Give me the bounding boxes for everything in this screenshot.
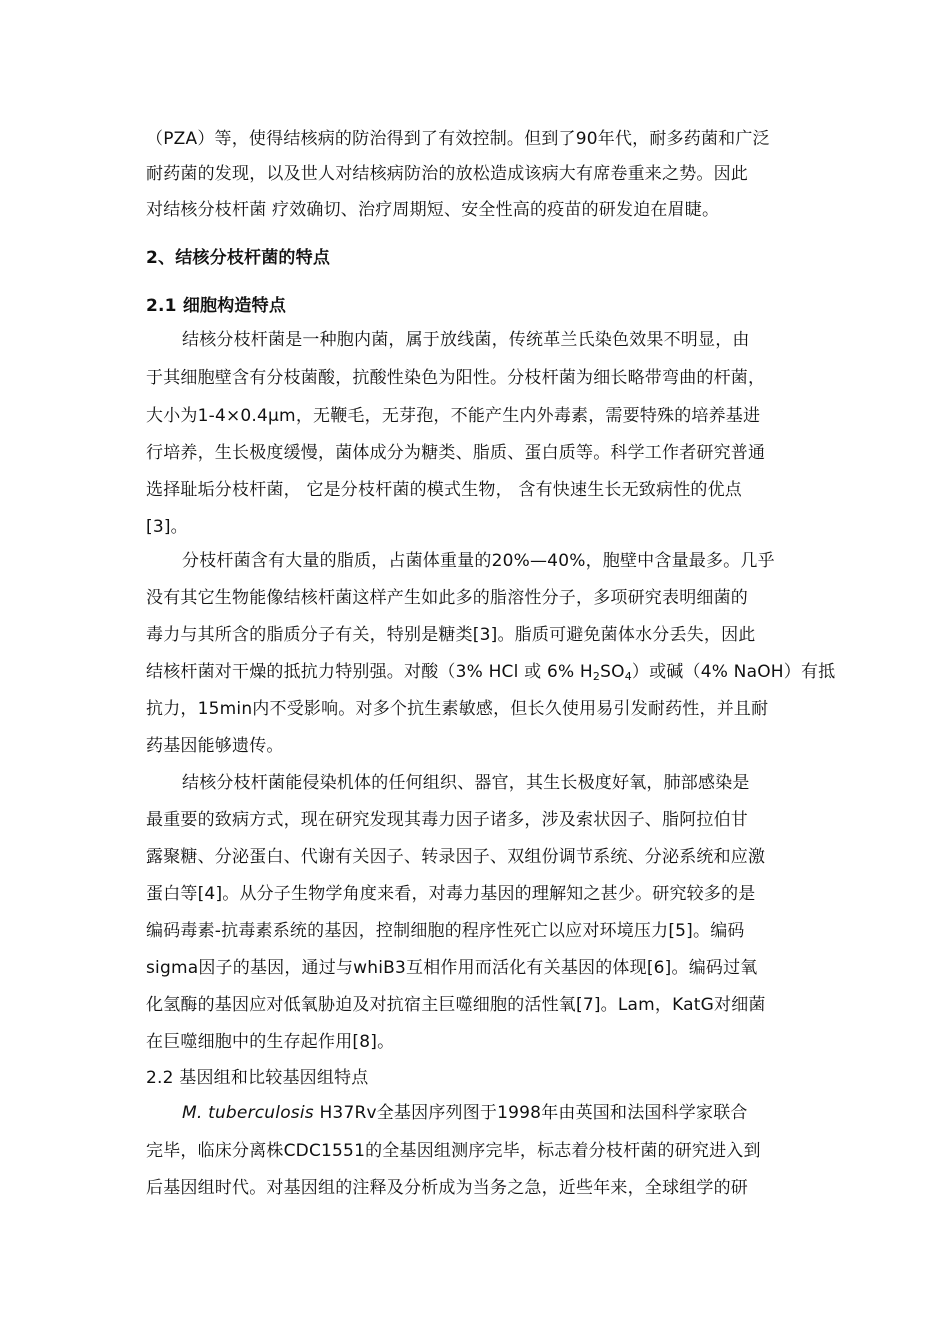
para1-line-3: 大小为1-4×0.4μm，无鞭毛，无芽孢，不能产生内外毒素，需要特殊的培养基进 [146,406,761,426]
para4-line-3: 后基因组时代。对基因组的注释及分析成为当务之急，近些年来，全球组学的研 [146,1178,748,1198]
para2-line-4-part-c: ）或碱（4% NaOH）有抵 [631,662,836,682]
para2-line-3: 毒力与其所含的脂质分子有关，特别是糖类[3]。脂质可避免菌体水分丢失，因此 [146,625,756,645]
para2-line-4-part-a: 结核杆菌对干燥的抵抗力特别强。对酸（3% HCl 或 6% H [146,662,593,682]
para3-line-7: 化氢酶的基因应对低氧胁迫及对抗宿主巨噬细胞的活性氧[7]。Lam，KatG对细菌 [146,995,766,1015]
intro-line-2: 耐药菌的发现，以及世人对结核病防治的放松造成该病大有席卷重来之势。因此 [146,164,748,184]
section-2-heading: 2、结核分枝杆菌的特点 [146,248,331,268]
species-name: M. tuberculosis [182,1103,314,1123]
para2-line-4 [146,660,836,684]
para3-line-6: sigma因子的基因，通过与whiB3互相作用而活化有关基因的体现[6]。编码过氧 [146,958,758,978]
para1-line-1: 结核分枝杆菌是一种胞内菌，属于放线菌，传统革兰氏染色效果不明显，由 [182,330,750,350]
para4-line-1-rest: H37Rv全基因序列图于1998年由英国和法国科学家联合 [313,1103,748,1123]
para4-line-2: 完毕，临床分离株CDC1551的全基因组测序完毕，标志着分枝杆菌的研究进入到 [146,1141,761,1161]
section-2-1-heading: 2.1 细胞构造特点 [146,296,287,316]
para1-line-5: 选择耻垢分枝杆菌， 它是分枝杆菌的模式生物， 含有快速生长无致病性的优点 [146,480,743,500]
para3-line-4: 蛋白等[4]。从分子生物学角度来看，对毒力基因的理解知之甚少。研究较多的是 [146,884,756,904]
para3-line-5: 编码毒素-抗毒素系统的基因，控制细胞的程序性死亡以应对环境压力[5]。编码 [146,921,745,941]
para2-line-1: 分枝杆菌含有大量的脂质，占菌体重量的20%—40%，胞壁中含量最多。几乎 [182,551,775,571]
para1-line-2: 于其细胞壁含有分枝菌酸，抗酸性染色为阳性。分枝杆菌为细长略带弯曲的杆菌， [146,368,766,388]
para3-line-1: 结核分枝杆菌能侵染机体的任何组织、器官，其生长极度好氧，肺部感染是 [182,773,750,793]
para2-line-2: 没有其它生物能像结核杆菌这样产生如此多的脂溶性分子，多项研究表明细菌的 [146,588,748,608]
para2-line-6: 药基因能够遗传。 [146,736,284,756]
para1-line-6: [3]。 [146,517,188,537]
para4-line-1 [182,1101,814,1125]
para3-line-3: 露聚糖、分泌蛋白、代谢有关因子、转录因子、双组份调节系统、分泌系统和应激 [146,847,766,867]
intro-line-3: 对结核分枝杆菌 疗效确切、治疗周期短、安全性高的疫苗的研发迫在眉睫。 [146,200,720,220]
intro-line-1: （PZA）等，使得结核病的防治得到了有效控制。但到了90年代，耐多药菌和广泛 [146,129,770,149]
section-2-2-heading: 2.2 基因组和比较基因组特点 [146,1068,369,1088]
subscript-4: 4 [624,670,632,683]
para3-line-8: 在巨噬细胞中的生存起作用[8]。 [146,1032,395,1052]
para2-line-5: 抗力，15min内不受影响。对多个抗生素敏感，但长久使用易引发耐药性，并且耐 [146,699,769,719]
para3-line-2: 最重要的致病方式，现在研究发现其毒力因子诸多，涉及索状因子、脂阿拉伯甘 [146,810,748,830]
para1-line-4: 行培养，生长极度缓慢，菌体成分为糖类、脂质、蛋白质等。科学工作者研究普通 [146,443,766,463]
subscript-2: 2 [592,670,601,683]
para2-line-4-part-b: SO [600,662,625,682]
